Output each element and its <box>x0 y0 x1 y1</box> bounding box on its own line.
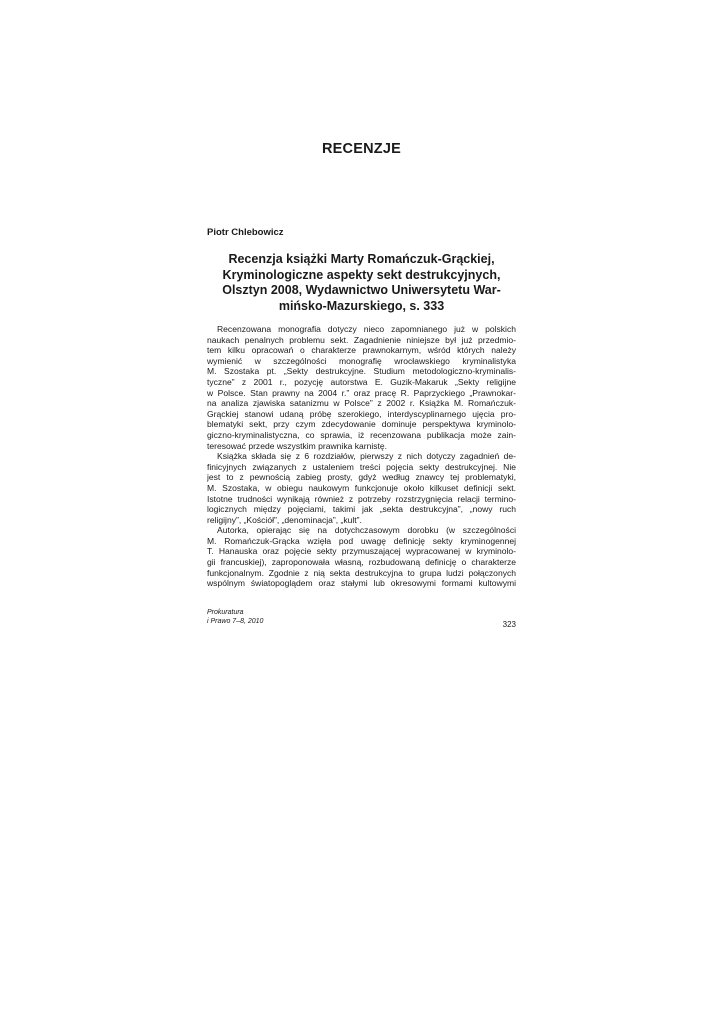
body-line: blematyki sekt, przy czym zdecydowanie dominuje perspektywa kryminolo- <box>207 419 516 430</box>
body-line: na analiza zjawiska satanizmu w Polsce” z 2002 r. Książka M. Romańczuk- <box>207 398 516 409</box>
body-line: jest to z pewnością zabieg prosty, gdyż według znawcy tej problematyki, <box>207 472 516 483</box>
body-line: teresować przede wszystkim prawnika karnistę. <box>207 440 388 451</box>
author-name: Piotr Chlebowicz <box>207 227 284 238</box>
body-line: naukach penalnych problemu sekt. Zagadnienie niniejsze był już przedmio- <box>207 334 516 345</box>
document-page <box>207 0 516 1024</box>
body-line: T. Hanauska oraz pojęcie sekty przymuszającej wypracowanej w kryminolo- <box>207 546 516 557</box>
body-line: Autorka, opierając się na dotychczasowym dorobku (w szczególności <box>217 525 516 536</box>
body-line: finicyjnych związanych z ustaleniem treści pojęcia sekty destrukcyjnej. Nie <box>207 461 516 472</box>
body-line: M. Szostaka pt. „Sekty destrukcyjne. Studium metodologiczno-kryminalis- <box>207 366 516 377</box>
review-title-line: Recenzja książki Marty Romańczuk-Grąckiej, <box>228 252 495 266</box>
review-title-line: Olsztyn 2008, Wydawnictwo Uniwersytetu War- <box>222 283 501 297</box>
section-heading: RECENZJE <box>322 141 401 157</box>
review-title-line: mińsko-Mazurskiego, s. 333 <box>278 298 445 313</box>
body-line: tyczne” z 2001 r., pozycję autorstwa E. Guzik-Makaruk „Sekty religijne <box>207 376 516 387</box>
body-line: tem kilku opracowań o charakterze prawnokarnym, wśród których należy <box>207 345 516 356</box>
body-text <box>207 324 516 589</box>
body-line: Grąckiej stanowi udaną próbę szerokiego, interdyscyplinarnego ujęcia pro- <box>207 408 516 419</box>
body-line: logicznych między pojęciami, takimi jak „sekta destrukcyjna”, „nowy ruch <box>207 504 516 515</box>
body-line: M. Szostaka, w obiegu naukowym funkcjonuje około kilkuset definicji sekt. <box>207 482 516 493</box>
journal-issue: i Prawo 7–8, 2010 <box>207 617 264 625</box>
journal-citation <box>207 609 263 626</box>
body-line: gii francuskiej), zaproponowała własną, rozbudowaną definicję o charakterze <box>207 557 516 568</box>
body-line: M. Romańczuk-Grącka wzięła pod uwagę definicję sekty kryminogennej <box>207 535 516 546</box>
body-line: Istotne trudności wynikają również z potrzeby rozstrzygnięcia relacji termino- <box>207 493 516 504</box>
page-number: 323 <box>502 620 516 629</box>
body-line: Książka składa się z 6 rozdziałów, pierwszy z nich dotyczy zagadnień de- <box>217 451 516 462</box>
review-title-line: Kryminologiczne aspekty sekt destrukcyjnych, <box>222 267 501 282</box>
journal-name: Prokuratura <box>207 609 244 616</box>
body-line: Recenzowana monografia dotyczy nieco zapomnianego już w polskich <box>217 324 516 334</box>
body-line: religijny”, „Kościół”, „denominacja”, „kult”. <box>207 514 362 525</box>
body-line: giczno-kryminalistyczna, co sprawia, iż recenzowana publikacja może zain- <box>207 429 516 440</box>
review-title <box>207 252 516 314</box>
body-line: w Polsce. Stan prawny na 2004 r.” oraz pracę R. Paprzyckiego „Prawnokar- <box>207 387 516 398</box>
body-line: wymienić w szczególności monografię wrocławskiego kryminalistyka <box>207 355 516 366</box>
body-line: funkcjonalnym. Zgodnie z nią sekta destrukcyjna to grupa ludzi połączonych <box>207 567 516 578</box>
body-line: wspólnym światopoglądem oraz stałymi lub okresowymi formami kultowymi <box>207 578 516 589</box>
